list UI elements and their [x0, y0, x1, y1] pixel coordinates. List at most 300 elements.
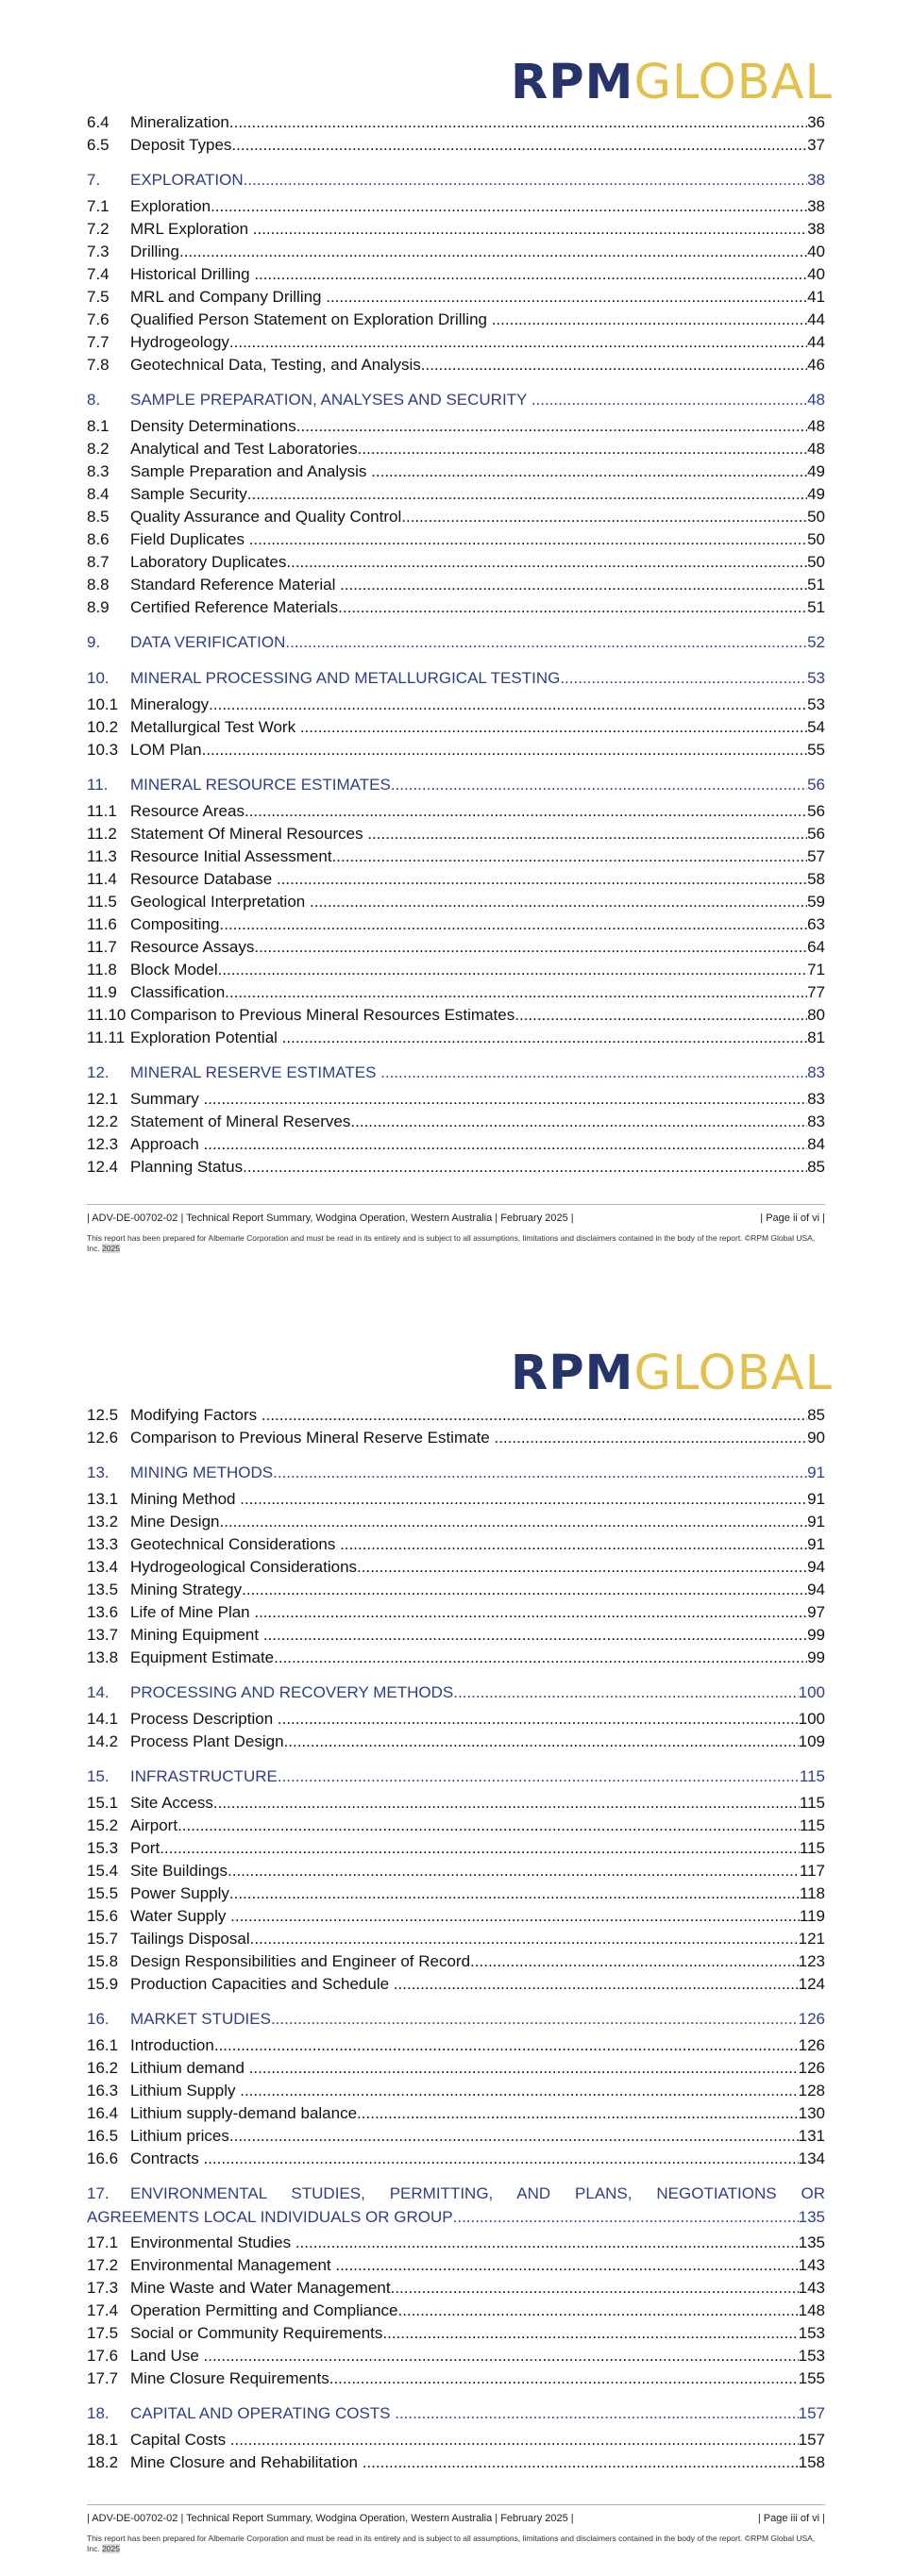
toc-entry-title: CAPITAL AND OPERATING COSTS — [130, 2404, 396, 2422]
toc-entry[interactable] — [87, 913, 825, 936]
toc-entry[interactable] — [87, 1973, 825, 1996]
toc-entry-number: 17. — [87, 2184, 110, 2202]
toc-entry-page: 49 — [807, 462, 825, 480]
toc-leader-dots — [220, 1511, 808, 1533]
toc-entry-number: 13.4 — [87, 1558, 119, 1576]
toc-entry-page: 100 — [798, 1683, 825, 1701]
toc-leader-dots — [271, 2007, 799, 2032]
toc-entry[interactable] — [87, 574, 825, 596]
toc-entry[interactable] — [87, 2322, 825, 2345]
toc-entry-title: MINING METHODS — [130, 1464, 274, 1481]
toc-leader-dots — [214, 2034, 799, 2057]
toc-entry[interactable] — [87, 1601, 825, 1624]
toc-entry[interactable] — [87, 823, 825, 845]
toc-entry-page: 48 — [807, 391, 825, 409]
toc-entry-title: Resource Initial Assessment — [130, 847, 332, 865]
toc-leader-dots — [278, 1765, 800, 1789]
toc-entry-page: 94 — [807, 1581, 825, 1598]
toc-entry-title: PROCESSING AND RECOVERY METHODS — [130, 1683, 454, 1701]
toc-entry[interactable] — [87, 551, 825, 574]
toc-entry[interactable] — [87, 483, 825, 506]
toc-entry-number: 12.6 — [87, 1429, 119, 1447]
toc-leader-dots — [382, 2322, 798, 2345]
toc-leader-dots — [295, 2232, 799, 2254]
toc-entry-title: LOM Plan — [130, 741, 202, 759]
toc-entry-page: 130 — [798, 2104, 825, 2122]
toc-entry-title: Statement of Mineral Reserves — [130, 1112, 351, 1130]
toc-entry-title: Comparison to Previous Mineral Reserve Estimate — [130, 1429, 495, 1447]
toc-leader-dots — [254, 936, 807, 959]
toc-entry-page: 40 — [807, 265, 825, 283]
toc-entry-number: 13.1 — [87, 1490, 119, 1508]
footer-rule — [87, 2504, 825, 2505]
toc-entry[interactable] — [87, 1533, 825, 1556]
toc-entry-page: 153 — [798, 2347, 825, 2365]
toc-entry-title: Exploration Potential — [130, 1029, 282, 1046]
toc-entry-page: 123 — [798, 1952, 825, 1970]
toc-entry[interactable] — [87, 2277, 825, 2300]
toc-entry-page: 90 — [807, 1429, 825, 1447]
toc-leader-dots — [261, 1404, 807, 1427]
toc-entry-number: 11.2 — [87, 825, 117, 843]
toc-entry[interactable] — [87, 1404, 825, 1427]
toc-entry-number: 8.8 — [87, 576, 110, 594]
toc-entry-number: 7. — [87, 171, 101, 189]
toc-entry[interactable] — [87, 1882, 825, 1905]
toc-entry-page: 53 — [807, 669, 825, 687]
toc-entry-title: MINERAL PROCESSING AND METALLURGICAL TESTING — [130, 669, 561, 687]
toc-leader-dots — [229, 331, 807, 354]
toc-entry-page: 126 — [798, 2010, 825, 2028]
toc-section-heading[interactable] — [87, 773, 825, 797]
toc-entry-title: Contracts — [130, 2149, 204, 2167]
toc-entry-page: 54 — [807, 718, 825, 736]
toc-entry-title: Capital Costs — [130, 2431, 230, 2449]
toc-entry-title: Resource Areas — [130, 802, 245, 820]
toc-entry[interactable] — [87, 981, 825, 1004]
toc-entry-title: Lithium supply-demand balance — [130, 2104, 358, 2122]
toc-entry[interactable] — [87, 716, 825, 739]
toc-entry-page: 94 — [807, 1558, 825, 1576]
toc-entry[interactable] — [87, 1427, 825, 1449]
toc-entry-number: 18.2 — [87, 2453, 119, 2471]
toc-entry[interactable] — [87, 2367, 825, 2390]
footer-report-info: | ADV-DE-00702-02 | Technical Report Summary, Wodgina Operation, Western Australia | February 2025 | — [87, 2513, 574, 2524]
toc-entry-page: 57 — [807, 847, 825, 865]
toc-entry-title: Airport — [130, 1816, 178, 1834]
toc-leader-dots — [357, 1556, 807, 1579]
toc-entry[interactable] — [87, 1860, 825, 1882]
toc-entry[interactable] — [87, 2429, 825, 2451]
toc-entry[interactable] — [87, 460, 825, 483]
toc-entry-page: 99 — [807, 1648, 825, 1666]
toc-entry-page: 37 — [807, 136, 825, 154]
toc-entry-number: 8.3 — [87, 462, 110, 480]
toc-leader-dots — [274, 1647, 807, 1669]
footer-year: 2025 — [102, 2544, 120, 2553]
toc-entry[interactable] — [87, 2345, 825, 2367]
toc-entry[interactable] — [87, 1488, 825, 1511]
toc-entry-title: MARKET STUDIES — [130, 2010, 271, 2028]
toc-entry[interactable] — [87, 596, 825, 619]
toc-leader-dots — [332, 845, 808, 868]
toc-leader-dots — [245, 800, 807, 823]
toc-entry-number: 14.2 — [87, 1732, 119, 1750]
toc-section-heading[interactable] — [87, 666, 825, 691]
toc-entry[interactable] — [87, 134, 825, 157]
toc-entry[interactable] — [87, 309, 825, 331]
toc-entry-title: ENVIRONMENTAL STUDIES, PERMITTING, AND PLANS, NEGOTIATIONS OR — [130, 2184, 825, 2202]
toc-entry-page: 91 — [807, 1464, 825, 1481]
toc-entry[interactable] — [87, 438, 825, 460]
toc-entry-number: 16.1 — [87, 2036, 119, 2054]
toc-entry-title: Mineralization — [130, 113, 229, 131]
toc-leader-dots — [363, 2451, 799, 2474]
toc-entry[interactable] — [87, 2451, 825, 2474]
toc-entry[interactable] — [87, 2034, 825, 2057]
toc-entry-number: 15.4 — [87, 1862, 119, 1880]
toc-leader-dots — [202, 739, 807, 761]
toc-leader-dots — [263, 1624, 807, 1647]
toc-entry[interactable] — [87, 1088, 825, 1111]
toc-entry-number: 15.5 — [87, 1884, 119, 1902]
toc-leader-dots — [229, 1882, 800, 1905]
toc-entry-page: 157 — [798, 2431, 825, 2449]
toc-section-heading[interactable] — [87, 2007, 825, 2032]
toc-entry-number: 10.3 — [87, 741, 119, 759]
toc-entry-title: Environmental Management — [130, 2256, 336, 2274]
toc-section-heading[interactable] — [87, 168, 825, 192]
toc-leader-dots — [203, 1088, 807, 1111]
toc-entry[interactable] — [87, 694, 825, 716]
toc-entry-number: 12.4 — [87, 1158, 119, 1176]
toc-entry-page: 38 — [807, 171, 825, 189]
toc-entry[interactable] — [87, 2057, 825, 2080]
toc-leader-dots — [357, 2102, 799, 2125]
toc-entry[interactable] — [87, 2254, 825, 2277]
toc-entry[interactable] — [87, 1027, 825, 1049]
footer-year: 2025 — [102, 1244, 120, 1253]
toc-leader-dots — [244, 168, 807, 192]
toc-entry[interactable] — [87, 263, 825, 286]
toc-leader-dots — [218, 959, 807, 981]
toc-entry-number: 17.6 — [87, 2347, 119, 2365]
toc-entry[interactable] — [87, 2300, 825, 2322]
toc-entry[interactable] — [87, 1579, 825, 1601]
toc-entry-page: 48 — [807, 417, 825, 435]
toc-entry-title-continued: AGREEMENTS LOCAL INDIVIDUALS OR GROUP — [87, 2208, 453, 2226]
toc-section-heading[interactable] — [87, 2401, 825, 2426]
toc-entry-page: 56 — [807, 802, 825, 820]
toc-entry[interactable] — [87, 2232, 825, 2254]
toc-leader-dots — [284, 1731, 799, 1753]
toc-entry-page: 158 — [798, 2453, 825, 2471]
document-page — [0, 1312, 911, 2576]
toc-leader-dots — [230, 1905, 800, 1928]
toc-entry[interactable] — [87, 959, 825, 981]
toc-entry-number: 15.7 — [87, 1930, 119, 1948]
toc-entry-number: 8.4 — [87, 485, 110, 503]
toc-leader-dots — [160, 1837, 800, 1860]
toc-entry[interactable] — [87, 1004, 825, 1027]
toc-entry-page: 148 — [798, 2301, 825, 2319]
toc-entry-number: 12.2 — [87, 1112, 119, 1130]
toc-entry-title: Certified Reference Materials — [130, 598, 339, 616]
toc-entry-number: 15.8 — [87, 1952, 119, 1970]
toc-leader-dots — [560, 666, 807, 691]
toc-entry-page: 38 — [807, 197, 825, 215]
toc-entry[interactable] — [87, 506, 825, 528]
toc-entry[interactable] — [87, 1837, 825, 1860]
toc-entry-title: MRL Exploration — [130, 220, 253, 238]
toc-entry-page: 131 — [798, 2127, 825, 2145]
toc-section-heading[interactable] — [87, 630, 825, 655]
toc-entry-page: 40 — [807, 243, 825, 260]
toc-entry-title: Production Capacities and Schedule — [130, 1975, 394, 1993]
toc-entry-number: 16.4 — [87, 2104, 119, 2122]
toc-entry-title: Mining Equipment — [130, 1626, 263, 1644]
toc-entry-number: 18.1 — [87, 2431, 119, 2449]
toc-entry-number: 7.5 — [87, 288, 110, 306]
toc-entry-title: Mineralogy — [130, 695, 210, 713]
toc-entry-page: 55 — [807, 741, 825, 759]
toc-entry-title: SAMPLE PREPARATION, ANALYSES AND SECURITY — [130, 391, 531, 409]
toc-entry[interactable] — [87, 218, 825, 241]
toc-leader-dots — [213, 1792, 800, 1815]
toc-entry-page: 99 — [807, 1626, 825, 1644]
toc-entry-page: 121 — [798, 1930, 825, 1948]
toc-entry[interactable] — [87, 1928, 825, 1950]
toc-leader-dots — [273, 1461, 807, 1485]
toc-section-heading[interactable] — [87, 1461, 825, 1485]
toc-entry-number: 11.8 — [87, 961, 117, 979]
toc-entry-title: Compositing — [130, 915, 220, 933]
toc-entry[interactable] — [87, 1511, 825, 1533]
toc-entry-page: 38 — [807, 220, 825, 238]
toc-section-heading[interactable] — [87, 1681, 825, 1705]
toc-entry-page: 64 — [807, 938, 825, 956]
toc-entry-page: 50 — [807, 530, 825, 548]
toc-leader-dots — [228, 1860, 800, 1882]
toc-entry[interactable] — [87, 195, 825, 218]
toc-entry[interactable] — [87, 2102, 825, 2125]
toc-leader-dots — [391, 773, 807, 797]
toc-entry-number: 7.4 — [87, 265, 110, 283]
toc-entry-title: Modifying Factors — [130, 1406, 261, 1424]
toc-entry-title: MINERAL RESERVE ESTIMATES — [130, 1063, 381, 1081]
toc-leader-dots — [326, 286, 807, 309]
toc-entry[interactable] — [87, 1731, 825, 1753]
toc-leader-dots — [254, 1601, 807, 1624]
footer-page-number: | Page ii of vi | — [760, 1213, 825, 1224]
table-of-contents — [87, 111, 825, 1179]
toc-entry-number: 6.5 — [87, 136, 110, 154]
toc-entry-number: 11.10 — [87, 1006, 127, 1024]
toc-entry-title: Summary — [130, 1090, 204, 1108]
toc-entry-title: INFRASTRUCTURE — [130, 1767, 278, 1785]
toc-entry-page: 56 — [807, 825, 825, 843]
toc-leader-dots — [350, 1111, 807, 1133]
toc-entry-page: 124 — [798, 1975, 825, 1993]
toc-entry[interactable] — [87, 354, 825, 376]
toc-entry-number: 11.3 — [87, 847, 117, 865]
toc-entry[interactable] — [87, 1950, 825, 1973]
toc-entry[interactable] — [87, 891, 825, 913]
toc-entry-page: 52 — [807, 633, 825, 651]
toc-entry-page: 91 — [807, 1490, 825, 1508]
toc-entry-page: 71 — [807, 961, 825, 979]
toc-entry-page: 58 — [807, 870, 825, 888]
toc-entry[interactable] — [87, 1708, 825, 1731]
toc-entry-page: 115 — [799, 1767, 825, 1785]
toc-leader-dots — [335, 2254, 798, 2277]
toc-leader-dots — [367, 823, 807, 845]
toc-entry-title: Equipment Estimate — [130, 1648, 275, 1666]
toc-entry-title: Planning Status — [130, 1158, 244, 1176]
toc-entry[interactable] — [87, 1647, 825, 1669]
toc-entry-title: Mine Closure and Rehabilitation — [130, 2453, 363, 2471]
toc-section-heading[interactable] — [87, 2182, 825, 2229]
toc-entry-page: 56 — [807, 776, 825, 794]
toc-entry[interactable] — [87, 1815, 825, 1837]
toc-entry-title: Land Use — [130, 2347, 204, 2365]
toc-leader-dots — [282, 1027, 807, 1049]
toc-entry[interactable] — [87, 1792, 825, 1815]
toc-entry-page: 77 — [807, 983, 825, 1001]
toc-entry-number: 13. — [87, 1464, 110, 1481]
toc-entry-title: Exploration — [130, 197, 211, 215]
toc-entry[interactable] — [87, 331, 825, 354]
toc-entry-number: 15.6 — [87, 1907, 119, 1925]
toc-entry-page: 41 — [807, 288, 825, 306]
toc-entry-page: 126 — [798, 2059, 825, 2077]
toc-entry-title: Mine Closure Requirements — [130, 2369, 329, 2387]
toc-section-heading[interactable] — [87, 1765, 825, 1789]
toc-entry-number: 7.7 — [87, 333, 110, 351]
toc-entry-title: Mining Strategy — [130, 1581, 243, 1598]
toc-entry-page: 135 — [798, 2233, 825, 2251]
toc-leader-dots — [278, 1708, 799, 1731]
toc-entry-title: Statement Of Mineral Resources — [130, 825, 368, 843]
toc-entry-page: 143 — [798, 2256, 825, 2274]
toc-leader-dots — [231, 134, 807, 157]
toc-entry[interactable] — [87, 528, 825, 551]
toc-entry[interactable] — [87, 1111, 825, 1133]
toc-entry-number: 16.5 — [87, 2127, 119, 2145]
toc-entry-number: 8.5 — [87, 508, 110, 526]
toc-leader-dots — [285, 630, 807, 655]
toc-entry-number: 13.3 — [87, 1535, 119, 1553]
toc-leader-dots — [209, 694, 807, 716]
toc-entry[interactable] — [87, 1133, 825, 1156]
toc-entry-page: 46 — [807, 356, 825, 374]
toc-entry-number: 15.1 — [87, 1794, 119, 1812]
toc-entry[interactable] — [87, 845, 825, 868]
toc-entry-number: 15.3 — [87, 1839, 119, 1857]
toc-entry[interactable] — [87, 415, 825, 438]
toc-entry[interactable] — [87, 2125, 825, 2148]
toc-entry[interactable] — [87, 2148, 825, 2170]
toc-leader-dots — [453, 2205, 799, 2229]
footer-rule — [87, 1204, 825, 1205]
toc-section-heading[interactable] — [87, 388, 825, 412]
toc-entry-number: 16.2 — [87, 2059, 119, 2077]
toc-entry-number: 17.2 — [87, 2256, 119, 2274]
toc-entry[interactable] — [87, 286, 825, 309]
toc-entry-page: 83 — [807, 1063, 825, 1081]
toc-entry-page: 80 — [807, 1006, 825, 1024]
toc-entry-number: 11.4 — [87, 870, 117, 888]
toc-entry[interactable] — [87, 241, 825, 263]
toc-entry-title: DATA VERIFICATION — [130, 633, 286, 651]
toc-entry-number: 15. — [87, 1767, 110, 1785]
toc-entry-page: 49 — [807, 485, 825, 503]
toc-entry-number: 17.5 — [87, 2324, 119, 2342]
toc-leader-dots — [286, 551, 807, 574]
toc-entry[interactable] — [87, 111, 825, 134]
toc-entry[interactable] — [87, 1556, 825, 1579]
toc-entry-page: 84 — [807, 1135, 825, 1153]
toc-entry-title: Mine Waste and Water Management — [130, 2279, 391, 2297]
toc-entry[interactable] — [87, 936, 825, 959]
toc-entry-page: 115 — [799, 1816, 825, 1834]
toc-entry[interactable] — [87, 739, 825, 761]
table-of-contents — [87, 1404, 825, 2474]
toc-entry-number: 11.11 — [87, 1029, 126, 1046]
toc-leader-dots — [531, 388, 807, 412]
toc-entry-title: Geological Interpretation — [130, 893, 310, 911]
toc-entry-page: 85 — [807, 1158, 825, 1176]
toc-entry-number: 17.3 — [87, 2279, 119, 2297]
footer-disclaimer: This report has been prepared for Albemarle Corporation and must be read in its entirety and is subject to all assumptions, limitations and disclaimers contained in the body of the report. ©RPM Global USA, Inc. 2025 — [87, 2534, 816, 2553]
toc-section-heading[interactable] — [87, 1061, 825, 1085]
toc-entry-number: 7.2 — [87, 220, 110, 238]
toc-entry[interactable] — [87, 2080, 825, 2102]
toc-entry-title: Analytical and Test Laboratories — [130, 440, 358, 458]
toc-entry[interactable] — [87, 868, 825, 891]
toc-entry-title: Process Description — [130, 1710, 278, 1728]
toc-entry-title: Power Supply — [130, 1884, 229, 1902]
toc-entry[interactable] — [87, 1156, 825, 1179]
toc-entry-title: Design Responsibilities and Engineer of Record — [130, 1952, 471, 1970]
toc-entry-title: Water Supply — [130, 1907, 231, 1925]
toc-entry-page: 63 — [807, 915, 825, 933]
toc-leader-dots — [177, 1815, 800, 1837]
toc-leader-dots — [220, 913, 808, 936]
toc-entry-number: 18. — [87, 2404, 110, 2422]
toc-entry[interactable] — [87, 800, 825, 823]
toc-leader-dots — [391, 2277, 799, 2300]
toc-entry-page: 115 — [799, 1839, 825, 1857]
toc-entry-page: 44 — [807, 310, 825, 328]
toc-leader-dots — [380, 1061, 807, 1085]
toc-entry-number: 8.2 — [87, 440, 110, 458]
toc-leader-dots — [329, 2367, 799, 2390]
toc-entry-number: 10.2 — [87, 718, 119, 736]
toc-entry-title: Process Plant Design — [130, 1732, 284, 1750]
toc-entry-page: 83 — [807, 1112, 825, 1130]
toc-entry-number: 14.1 — [87, 1710, 119, 1728]
toc-entry-page: 157 — [798, 2404, 825, 2422]
toc-entry-title: Hydrogeological Considerations — [130, 1558, 358, 1576]
toc-entry[interactable] — [87, 1624, 825, 1647]
rpm-global-logo: RPMGLOBAL — [511, 55, 833, 110]
toc-entry-number: 13.5 — [87, 1581, 119, 1598]
toc-leader-dots — [277, 868, 807, 891]
toc-entry[interactable] — [87, 1905, 825, 1928]
toc-entry-page: 134 — [798, 2149, 825, 2167]
toc-leader-dots — [240, 2080, 798, 2102]
